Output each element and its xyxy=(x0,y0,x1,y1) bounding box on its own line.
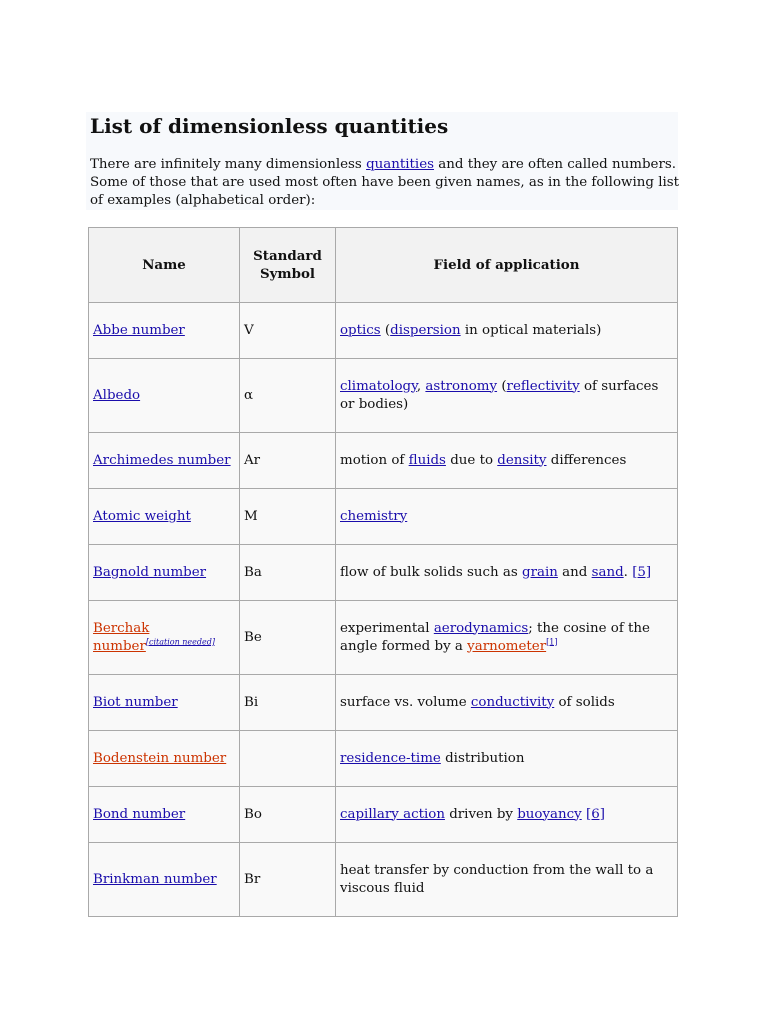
field-text: distribution xyxy=(440,750,525,766)
table-row xyxy=(89,433,678,489)
name-cell xyxy=(89,359,240,433)
fluids-link[interactable]: fluids xyxy=(408,452,446,468)
reference-link[interactable]: [6] xyxy=(586,806,605,822)
name-cell xyxy=(89,489,240,545)
buoyancy-link[interactable]: buoyancy xyxy=(517,806,582,822)
table-row xyxy=(89,489,678,545)
field-text: motion of xyxy=(340,452,409,468)
symbol-cell: Br xyxy=(240,843,336,917)
field-cell xyxy=(336,489,678,545)
name-cell xyxy=(89,545,240,601)
brinkman-number-link[interactable]: Brinkman number xyxy=(93,871,217,887)
header-name: Name xyxy=(89,228,240,303)
table-row xyxy=(89,787,678,843)
field-cell xyxy=(336,303,678,359)
field-text: flow of bulk solids such as xyxy=(340,564,523,580)
field-text: . xyxy=(623,564,633,580)
citation-needed-link[interactable]: [citation needed] xyxy=(145,637,215,647)
citation-needed-note xyxy=(146,637,215,646)
name-cell xyxy=(89,303,240,359)
dispersion-link[interactable]: dispersion xyxy=(390,322,461,338)
reflectivity-link[interactable]: reflectivity xyxy=(506,378,580,394)
conductivity-link[interactable]: conductivity xyxy=(470,694,555,710)
albedo-link[interactable]: Albedo xyxy=(93,387,141,403)
optics-link[interactable]: optics xyxy=(340,322,381,338)
table-row xyxy=(89,601,678,675)
field-text: heat transfer by conduction from the wall to a viscous fluid xyxy=(340,862,654,896)
name-cell xyxy=(89,675,240,731)
intro-text-after: and they are often called numbers. Some of those that are used most often have been given names, as in the following list of examples (alphabetical order): xyxy=(90,157,680,208)
name-cell xyxy=(89,787,240,843)
field-text: , xyxy=(416,378,426,394)
field-text: surface vs. volume xyxy=(340,694,471,710)
field-text: of surfaces or bodies) xyxy=(340,378,659,412)
field-cell xyxy=(336,601,678,675)
capillary-action-link[interactable]: capillary action xyxy=(340,806,445,822)
header-field-of-application: Field of application xyxy=(336,228,678,303)
intro-paragraph xyxy=(90,156,680,210)
biot-number-link[interactable]: Biot number xyxy=(93,694,178,710)
name-cell xyxy=(89,843,240,917)
bagnold-number-link[interactable]: Bagnold number xyxy=(93,564,207,580)
field-text: experimental xyxy=(340,620,434,636)
yarnometer-link[interactable]: yarnometer xyxy=(467,638,547,654)
field-text: ( xyxy=(380,322,391,338)
reference-link[interactable]: [5] xyxy=(632,564,652,580)
sand-link[interactable]: sand xyxy=(591,564,624,580)
symbol-cell: V xyxy=(240,303,336,359)
density-link[interactable]: density xyxy=(497,452,547,468)
symbol-cell: Bi xyxy=(240,675,336,731)
name-cell xyxy=(89,601,240,675)
field-cell xyxy=(336,675,678,731)
name-cell xyxy=(89,433,240,489)
table-row xyxy=(89,303,678,359)
berchak-number-link[interactable]: Berchak number xyxy=(93,620,150,654)
chemistry-link[interactable]: chemistry xyxy=(340,508,408,524)
field-cell xyxy=(336,359,678,433)
symbol-cell: Bo xyxy=(240,787,336,843)
field-text: in optical materials) xyxy=(460,322,602,338)
table-row xyxy=(89,359,678,433)
dimensionless-quantities-table xyxy=(88,227,678,917)
bond-number-link[interactable]: Bond number xyxy=(93,806,186,822)
page-title: List of dimensionless quantities xyxy=(90,114,449,138)
field-text: due to xyxy=(445,452,498,468)
field-cell xyxy=(336,787,678,843)
table-row xyxy=(89,843,678,917)
symbol-cell: Ba xyxy=(240,545,336,601)
reference-link[interactable]: [1] xyxy=(546,637,558,647)
field-cell xyxy=(336,731,678,787)
symbol-cell: Ar xyxy=(240,433,336,489)
symbol-cell: Be xyxy=(240,601,336,675)
residence-time-link[interactable]: residence-time xyxy=(340,750,441,766)
bodenstein-number-link[interactable]: Bodenstein number xyxy=(93,750,227,766)
field-text: driven by xyxy=(444,806,518,822)
table-row xyxy=(89,545,678,601)
table-row xyxy=(89,731,678,787)
symbol-cell: M xyxy=(240,489,336,545)
climatology-link[interactable]: climatology xyxy=(340,378,417,394)
field-cell xyxy=(336,843,678,917)
quantities-link[interactable]: quantities xyxy=(366,157,434,172)
archimedes-number-link[interactable]: Archimedes number xyxy=(93,452,231,468)
table-header-row xyxy=(89,228,678,303)
field-cell xyxy=(336,433,678,489)
field-text: ; the cosine of the angle formed by a xyxy=(340,620,650,654)
field-text: differences xyxy=(546,452,627,468)
header-standard-symbol: Standard Symbol xyxy=(240,228,336,303)
table-row xyxy=(89,675,678,731)
grain-link[interactable]: grain xyxy=(522,564,558,580)
field-text: and xyxy=(557,564,592,580)
astronomy-link[interactable]: astronomy xyxy=(425,378,498,394)
symbol-cell xyxy=(240,731,336,787)
abbe-number-link[interactable]: Abbe number xyxy=(93,322,185,338)
intro-text-before: There are infinitely many dimensionless xyxy=(90,157,367,172)
name-cell xyxy=(89,731,240,787)
atomic-weight-link[interactable]: Atomic weight xyxy=(93,508,191,524)
reference-note xyxy=(546,637,557,646)
field-text: ( xyxy=(497,378,507,394)
symbol-cell: α xyxy=(240,359,336,433)
field-cell xyxy=(336,545,678,601)
field-text: of solids xyxy=(554,694,615,710)
aerodynamics-link[interactable]: aerodynamics xyxy=(433,620,529,636)
